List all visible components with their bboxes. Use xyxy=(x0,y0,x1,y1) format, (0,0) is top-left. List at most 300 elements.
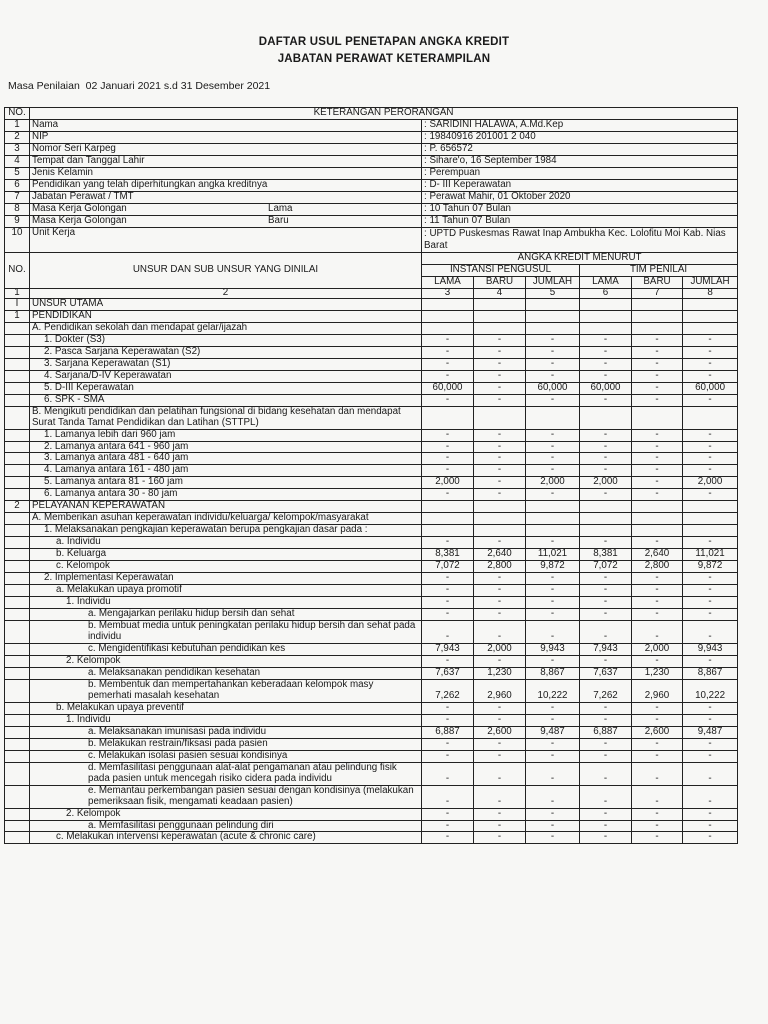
field-value: : Sihare'o, 16 September 1984 xyxy=(422,155,738,167)
row-number: 10 xyxy=(5,227,30,252)
credit-value: - xyxy=(526,585,580,597)
credit-value: - xyxy=(683,714,738,726)
credit-value: - xyxy=(683,346,738,358)
score-no-header: NO. xyxy=(5,253,30,289)
credit-value: - xyxy=(474,702,526,714)
credit-value: - xyxy=(422,597,474,609)
personal-row xyxy=(5,203,738,215)
item-description xyxy=(30,406,422,429)
item-text: 1. Individu xyxy=(66,596,111,608)
credit-value: - xyxy=(422,537,474,549)
score-row xyxy=(5,621,738,644)
credit-value: - xyxy=(526,441,580,453)
field-value: : P. 656572 xyxy=(422,143,738,155)
column-header: BARU xyxy=(474,277,526,289)
item-text: 1. Individu xyxy=(66,714,111,725)
score-row xyxy=(5,643,738,655)
credit-value xyxy=(474,513,526,525)
item-description xyxy=(30,513,422,525)
credit-value: - xyxy=(526,762,580,785)
item-text: 2. Pasca Sarjana Keperawatan (S2) xyxy=(44,346,201,357)
field-label xyxy=(30,191,422,203)
credit-value: - xyxy=(526,832,580,844)
credit-value: 9,872 xyxy=(683,561,738,573)
credit-value: 7,637 xyxy=(422,667,474,679)
credit-value: - xyxy=(580,702,632,714)
credit-value xyxy=(422,525,474,537)
credit-value: - xyxy=(580,429,632,441)
item-number xyxy=(5,621,30,644)
tim-header: TIM PENILAI xyxy=(580,265,738,277)
credit-value: - xyxy=(632,750,683,762)
credit-value: - xyxy=(474,808,526,820)
credit-value: 2,000 xyxy=(422,477,474,489)
item-text: b. Melakukan upaya preventif xyxy=(56,702,184,713)
column-number: 8 xyxy=(683,289,738,299)
field-label xyxy=(30,215,422,227)
credit-value xyxy=(683,525,738,537)
credit-value: - xyxy=(580,621,632,644)
credit-value: - xyxy=(474,346,526,358)
column-number: 3 xyxy=(422,289,474,299)
item-text: a. Mengajarkan perilaku hidup bersih dan sehat xyxy=(88,608,295,620)
score-row xyxy=(5,382,738,394)
score-row xyxy=(5,346,738,358)
column-number: 6 xyxy=(580,289,632,299)
credit-value: - xyxy=(683,785,738,808)
score-row xyxy=(5,714,738,726)
credit-value: - xyxy=(474,820,526,832)
score-row xyxy=(5,726,738,738)
score-row xyxy=(5,322,738,334)
item-number: 1 xyxy=(5,310,30,322)
item-description xyxy=(30,573,422,585)
item-text: UNSUR UTAMA xyxy=(32,298,104,309)
field-label-text: Unit Kerja xyxy=(32,227,76,238)
item-text: a. Individu xyxy=(56,536,101,548)
item-description xyxy=(30,750,422,762)
item-text: b. Keluarga xyxy=(56,548,107,560)
credit-value: 8,867 xyxy=(526,667,580,679)
item-number xyxy=(5,346,30,358)
item-text: PELAYANAN KEPERAWATAN xyxy=(32,500,166,512)
score-row xyxy=(5,525,738,537)
item-number xyxy=(5,738,30,750)
item-number xyxy=(5,406,30,429)
credit-value: - xyxy=(474,750,526,762)
item-description xyxy=(30,785,422,808)
score-row xyxy=(5,573,738,585)
credit-value: - xyxy=(474,429,526,441)
row-number: 8 xyxy=(5,203,30,215)
item-description xyxy=(30,310,422,322)
credit-value: - xyxy=(526,808,580,820)
credit-value: - xyxy=(580,453,632,465)
credit-value xyxy=(683,310,738,322)
credit-value: - xyxy=(526,453,580,465)
item-number: I xyxy=(5,298,30,310)
item-number xyxy=(5,537,30,549)
credit-value: - xyxy=(632,537,683,549)
credit-value: - xyxy=(526,655,580,667)
score-row xyxy=(5,406,738,429)
field-label-text: Jenis Kelamin xyxy=(32,167,93,178)
credit-value: - xyxy=(422,465,474,477)
field-label-text: NIP xyxy=(32,131,49,142)
credit-value: - xyxy=(632,489,683,501)
credit-value: 2,800 xyxy=(474,561,526,573)
credit-value: - xyxy=(422,702,474,714)
credit-value: - xyxy=(474,714,526,726)
field-value: : Perawat Mahir, 01 Oktober 2020 xyxy=(422,191,738,203)
field-label-text: Masa Kerja Golongan xyxy=(32,203,127,214)
credit-value: - xyxy=(474,477,526,489)
item-text: c. Kelompok xyxy=(56,560,110,572)
credit-value: - xyxy=(526,370,580,382)
item-text: PENDIDIKAN xyxy=(32,310,92,321)
field-value: : UPTD Puskesmas Rawat Inap Ambukha Kec. Lolofitu Moi Kab. Nias Barat xyxy=(422,227,738,252)
item-description xyxy=(30,489,422,501)
credit-table xyxy=(4,107,738,844)
score-row xyxy=(5,762,738,785)
item-description xyxy=(30,322,422,334)
item-number xyxy=(5,358,30,370)
credit-value: 1,230 xyxy=(632,667,683,679)
credit-value: 7,072 xyxy=(422,561,474,573)
assessment-period xyxy=(8,80,270,92)
credit-value: - xyxy=(683,537,738,549)
credit-value: - xyxy=(526,750,580,762)
item-number xyxy=(5,322,30,334)
credit-value: - xyxy=(526,597,580,609)
credit-value: - xyxy=(632,382,683,394)
credit-value xyxy=(683,513,738,525)
credit-value xyxy=(632,298,683,310)
credit-value: - xyxy=(683,441,738,453)
credit-value: - xyxy=(632,346,683,358)
credit-value: - xyxy=(632,609,683,621)
credit-value: - xyxy=(683,489,738,501)
item-number xyxy=(5,655,30,667)
item-number xyxy=(5,549,30,561)
credit-value: - xyxy=(632,394,683,406)
credit-value: - xyxy=(526,621,580,644)
credit-value: - xyxy=(422,750,474,762)
period-label: Masa Penilaian xyxy=(8,80,80,92)
credit-value xyxy=(474,406,526,429)
credit-value: - xyxy=(422,585,474,597)
credit-value: 2,960 xyxy=(632,679,683,702)
item-text: d. Memfasilitasi penggunaan alat-alat pengamanan atau pelindung fisik pada pasien untuk mencegah risiko cidera pada individu xyxy=(88,762,397,784)
angka-kredit-header: ANGKA KREDIT MENURUT xyxy=(422,253,738,265)
item-number xyxy=(5,382,30,394)
item-text: A. Memberikan asuhan keperawatan individu/keluarga/ kelompok/masyarakat xyxy=(32,512,369,524)
score-row xyxy=(5,679,738,702)
credit-value xyxy=(422,322,474,334)
item-number xyxy=(5,597,30,609)
item-text: a. Melakukan upaya promotif xyxy=(56,584,182,596)
credit-value: - xyxy=(422,346,474,358)
item-text: a. Melaksanakan pendidikan kesehatan xyxy=(88,667,261,678)
item-text: c. Melakukan intervensi keperawatan (acute & chronic care) xyxy=(56,831,316,843)
item-number xyxy=(5,573,30,585)
credit-value: - xyxy=(422,334,474,346)
credit-value: - xyxy=(683,820,738,832)
item-number xyxy=(5,832,30,844)
credit-value: - xyxy=(526,738,580,750)
credit-value: - xyxy=(683,585,738,597)
credit-value: - xyxy=(683,334,738,346)
score-row xyxy=(5,298,738,310)
credit-value: - xyxy=(422,358,474,370)
credit-value xyxy=(474,298,526,310)
credit-value: 7,943 xyxy=(422,643,474,655)
personal-info-section xyxy=(5,108,738,253)
credit-value: 1,230 xyxy=(474,667,526,679)
item-description xyxy=(30,702,422,714)
personal-row xyxy=(5,119,738,131)
score-row xyxy=(5,453,738,465)
credit-value: 11,021 xyxy=(683,549,738,561)
credit-value: 11,021 xyxy=(526,549,580,561)
column-number: 1 xyxy=(5,289,30,299)
credit-value: 2,000 xyxy=(474,643,526,655)
credit-value xyxy=(580,310,632,322)
item-number xyxy=(5,441,30,453)
field-value: : 10 Tahun 07 Bulan xyxy=(422,203,738,215)
score-row xyxy=(5,537,738,549)
score-row xyxy=(5,738,738,750)
score-row xyxy=(5,310,738,322)
credit-value: - xyxy=(580,808,632,820)
item-description xyxy=(30,738,422,750)
credit-value xyxy=(580,525,632,537)
credit-value: - xyxy=(526,785,580,808)
credit-value: - xyxy=(632,585,683,597)
credit-value xyxy=(474,501,526,513)
credit-value: 9,943 xyxy=(526,643,580,655)
credit-value: - xyxy=(526,609,580,621)
credit-value: - xyxy=(632,453,683,465)
personal-row xyxy=(5,131,738,143)
item-description xyxy=(30,714,422,726)
item-description xyxy=(30,643,422,655)
row-number: 3 xyxy=(5,143,30,155)
credit-value: 60,000 xyxy=(526,382,580,394)
item-number xyxy=(5,714,30,726)
credit-value: - xyxy=(580,537,632,549)
credit-value: 6,887 xyxy=(580,726,632,738)
item-number xyxy=(5,643,30,655)
credit-value xyxy=(580,322,632,334)
item-description xyxy=(30,597,422,609)
credit-value: 8,381 xyxy=(580,549,632,561)
credit-value: - xyxy=(474,573,526,585)
credit-value xyxy=(683,322,738,334)
score-row xyxy=(5,597,738,609)
credit-value: 7,262 xyxy=(422,679,474,702)
credit-value: - xyxy=(580,832,632,844)
credit-value: - xyxy=(526,714,580,726)
credit-value: - xyxy=(474,738,526,750)
credit-value: - xyxy=(474,489,526,501)
item-number xyxy=(5,370,30,382)
score-row xyxy=(5,429,738,441)
column-header: LAMA xyxy=(422,277,474,289)
personal-header-row xyxy=(5,108,738,120)
credit-value xyxy=(580,298,632,310)
credit-value: 60,000 xyxy=(683,382,738,394)
credit-value: - xyxy=(422,370,474,382)
unsur-header: UNSUR DAN SUB UNSUR YANG DINILAI xyxy=(30,253,422,289)
item-description xyxy=(30,346,422,358)
field-label xyxy=(30,131,422,143)
credit-value: - xyxy=(580,394,632,406)
field-label xyxy=(30,167,422,179)
credit-value xyxy=(580,406,632,429)
credit-value: - xyxy=(526,537,580,549)
credit-value: 9,487 xyxy=(526,726,580,738)
credit-value: - xyxy=(580,738,632,750)
score-row xyxy=(5,501,738,513)
credit-value xyxy=(632,525,683,537)
credit-value: 6,887 xyxy=(422,726,474,738)
credit-value: - xyxy=(580,334,632,346)
credit-value: - xyxy=(632,334,683,346)
score-row xyxy=(5,585,738,597)
item-description xyxy=(30,609,422,621)
field-value: : Perempuan xyxy=(422,167,738,179)
item-text: c. Mengidentifikasi kebutuhan pendidikan kes xyxy=(88,643,286,654)
document-title: DAFTAR USUL PENETAPAN ANGKA KREDIT xyxy=(258,36,510,48)
credit-value: - xyxy=(683,762,738,785)
credit-value: 7,637 xyxy=(580,667,632,679)
column-number: 2 xyxy=(30,289,422,299)
instansi-header: INSTANSI PENGUSUL xyxy=(422,265,580,277)
item-number xyxy=(5,820,30,832)
item-description xyxy=(30,298,422,310)
item-text: 2. Kelompok xyxy=(66,655,121,666)
score-row xyxy=(5,465,738,477)
row-number: 6 xyxy=(5,179,30,191)
item-description xyxy=(30,561,422,573)
credit-value: - xyxy=(526,394,580,406)
item-text: e. Memantau perkembangan pasien sesuai dengan kondisinya (melakukan pemeriksaan fisik, mengamati keadaan pasien) xyxy=(88,785,414,807)
score-row xyxy=(5,394,738,406)
personal-row xyxy=(5,167,738,179)
credit-value: - xyxy=(683,597,738,609)
score-row xyxy=(5,609,738,621)
row-number: 2 xyxy=(5,131,30,143)
credit-value: - xyxy=(632,785,683,808)
credit-value: - xyxy=(474,655,526,667)
credit-value: 60,000 xyxy=(580,382,632,394)
item-text: 6. SPK - SMA xyxy=(44,394,105,405)
item-number: 2 xyxy=(5,501,30,513)
field-label-text: Tempat dan Tanggal Lahir xyxy=(32,155,145,166)
field-value: : SARIDINI HALAWA, A.Md.Kep xyxy=(422,119,738,131)
field-label xyxy=(30,155,422,167)
item-number xyxy=(5,679,30,702)
credit-value: - xyxy=(526,465,580,477)
field-label xyxy=(30,143,422,155)
credit-value xyxy=(632,513,683,525)
item-description xyxy=(30,382,422,394)
credit-value xyxy=(422,513,474,525)
item-text: a. Memfasilitasi penggunaan pelindung diri xyxy=(88,820,274,831)
document-subtitle: JABATAN PERAWAT KETERAMPILAN xyxy=(277,53,491,65)
credit-value: - xyxy=(580,346,632,358)
field-sublabel: Lama xyxy=(268,203,293,214)
score-row xyxy=(5,477,738,489)
credit-value: - xyxy=(422,714,474,726)
credit-value: - xyxy=(474,832,526,844)
credit-value: - xyxy=(632,573,683,585)
credit-value: 60,000 xyxy=(422,382,474,394)
credit-value: - xyxy=(632,738,683,750)
item-number xyxy=(5,429,30,441)
credit-value xyxy=(526,322,580,334)
credit-value: 2,000 xyxy=(526,477,580,489)
credit-value: - xyxy=(632,441,683,453)
credit-value: - xyxy=(526,358,580,370)
credit-value xyxy=(422,406,474,429)
credit-value xyxy=(422,501,474,513)
personal-row xyxy=(5,215,738,227)
credit-value: - xyxy=(632,820,683,832)
item-description xyxy=(30,453,422,465)
credit-value: 9,487 xyxy=(683,726,738,738)
credit-value: - xyxy=(580,609,632,621)
credit-value: - xyxy=(422,655,474,667)
item-text: 3. Sarjana Keperawatan (S1) xyxy=(44,358,171,369)
item-description xyxy=(30,832,422,844)
credit-value: - xyxy=(580,573,632,585)
item-text: 3. Lamanya antara 481 - 640 jam xyxy=(44,452,189,464)
credit-value: - xyxy=(474,585,526,597)
credit-value: 10,222 xyxy=(526,679,580,702)
score-row xyxy=(5,655,738,667)
item-text: 5. Lamanya antara 81 - 160 jam xyxy=(44,476,183,488)
credit-value: - xyxy=(422,489,474,501)
credit-value: - xyxy=(474,441,526,453)
item-text: 2. Kelompok xyxy=(66,808,121,819)
item-number xyxy=(5,489,30,501)
credit-value: - xyxy=(632,714,683,726)
credit-value: - xyxy=(580,585,632,597)
credit-value xyxy=(526,298,580,310)
field-label xyxy=(30,119,422,131)
item-text: c. Melakukan isolasi pasien sesuai kondisinya xyxy=(88,750,288,761)
item-number xyxy=(5,808,30,820)
field-label xyxy=(30,203,422,215)
item-text: 2. Lamanya antara 641 - 960 jam xyxy=(44,441,189,452)
credit-value: 7,943 xyxy=(580,643,632,655)
personal-row xyxy=(5,143,738,155)
field-sublabel: Baru xyxy=(268,215,289,226)
item-description xyxy=(30,667,422,679)
credit-value: 8,381 xyxy=(422,549,474,561)
item-description xyxy=(30,537,422,549)
credit-value: - xyxy=(526,820,580,832)
credit-value: - xyxy=(422,820,474,832)
column-header: JUMLAH xyxy=(526,277,580,289)
credit-value: 9,943 xyxy=(683,643,738,655)
item-text: 1. Melaksanakan pengkajian keperawatan berupa pengkajian dasar pada : xyxy=(44,524,368,536)
credit-value: - xyxy=(683,394,738,406)
field-value: : 19840916 201001 2 040 xyxy=(422,131,738,143)
credit-value xyxy=(474,310,526,322)
